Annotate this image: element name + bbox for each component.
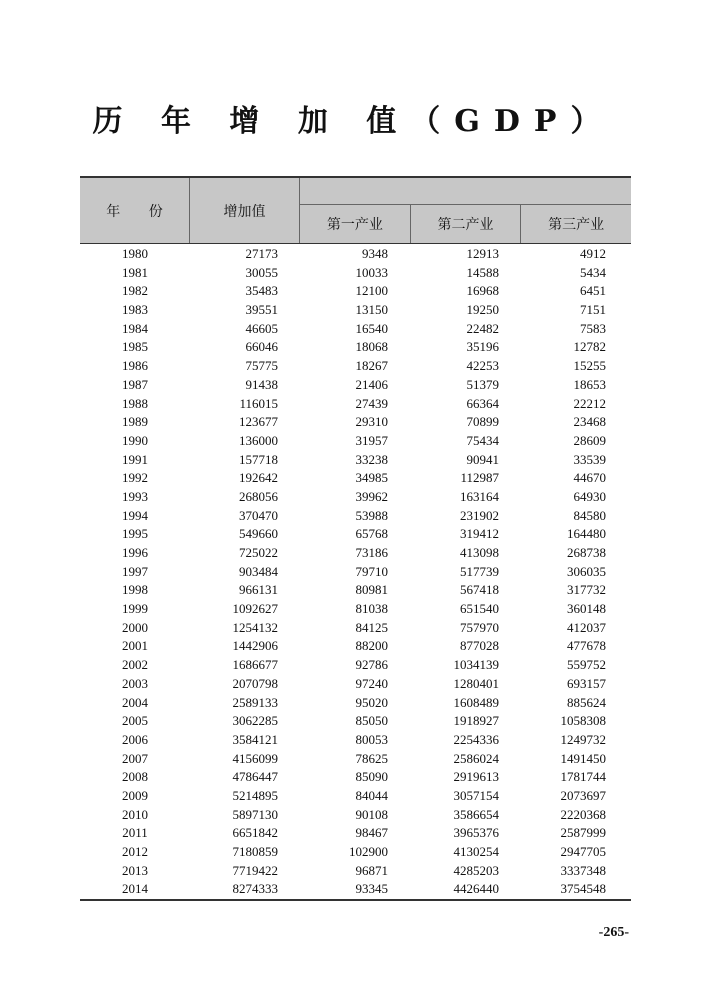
table-row	[80, 880, 631, 899]
cell-primary: 81038	[355, 601, 388, 617]
table-row	[80, 432, 631, 451]
cell-primary: 93345	[355, 881, 388, 897]
table-row	[80, 843, 631, 862]
cell-total: 903484	[239, 563, 278, 579]
cell-year: 1981	[122, 264, 148, 280]
cell-primary: 80981	[355, 582, 388, 598]
cell-secondary: 1034139	[453, 657, 499, 673]
cell-total: 136000	[239, 432, 278, 448]
cell-primary: 10033	[355, 264, 388, 280]
cell-primary: 13150	[355, 302, 388, 318]
cell-secondary: 3965376	[453, 825, 499, 841]
cell-total: 75775	[245, 358, 278, 374]
cell-primary: 85050	[355, 713, 388, 729]
cell-total: 1092627	[232, 601, 278, 617]
cell-tertiary: 885624	[567, 694, 606, 710]
table-row	[80, 712, 631, 731]
cell-primary: 27439	[355, 395, 388, 411]
cell-tertiary: 7583	[580, 320, 606, 336]
table-row	[80, 264, 631, 283]
table-header	[80, 176, 631, 244]
cell-secondary: 1608489	[453, 694, 499, 710]
table-row	[80, 469, 631, 488]
cell-tertiary: 1781744	[560, 769, 606, 785]
cell-secondary: 35196	[466, 339, 499, 355]
cell-year: 2003	[122, 675, 148, 691]
cell-total: 35483	[245, 283, 278, 299]
cell-primary: 12100	[355, 283, 388, 299]
header-secondary: 第二产业	[410, 205, 521, 243]
cell-secondary: 90941	[466, 451, 499, 467]
table-row	[80, 488, 631, 507]
cell-total: 192642	[239, 470, 278, 486]
table-row	[80, 376, 631, 395]
cell-tertiary: 4912	[580, 246, 606, 261]
cell-tertiary: 23468	[573, 414, 606, 430]
cell-total: 268056	[239, 488, 278, 504]
cell-total: 1254132	[232, 619, 278, 635]
cell-secondary: 4426440	[453, 881, 499, 897]
table-row	[80, 245, 631, 264]
header-primary: 第一产业	[326, 217, 383, 233]
cell-total: 123677	[239, 414, 278, 430]
cell-secondary: 231902	[460, 507, 499, 523]
table-row	[80, 787, 631, 806]
cell-year: 2010	[122, 806, 148, 822]
cell-secondary: 1918927	[453, 713, 499, 729]
cell-secondary: 517739	[460, 563, 499, 579]
cell-year: 2006	[122, 731, 148, 747]
cell-year: 2009	[122, 787, 148, 803]
cell-total: 2070798	[232, 675, 278, 691]
cell-year: 1998	[122, 582, 148, 598]
cell-tertiary: 306035	[567, 563, 606, 579]
cell-year: 2008	[122, 769, 148, 785]
table-row	[80, 301, 631, 320]
table-row	[80, 600, 631, 619]
cell-primary: 16540	[355, 320, 388, 336]
cell-tertiary: 5434	[580, 264, 606, 280]
cell-primary: 34985	[355, 470, 388, 486]
cell-secondary: 3586654	[453, 806, 499, 822]
cell-year: 1992	[122, 470, 148, 486]
table-row	[80, 525, 631, 544]
cell-total: 5214895	[232, 787, 278, 803]
cell-year: 2007	[122, 750, 148, 766]
table-row	[80, 357, 631, 376]
cell-year: 1982	[122, 283, 148, 299]
cell-secondary: 14588	[466, 264, 499, 280]
cell-primary: 18068	[355, 339, 388, 355]
cell-primary: 29310	[355, 414, 388, 430]
cell-total: 7719422	[232, 862, 278, 878]
cell-tertiary: 33539	[573, 451, 606, 467]
cell-tertiary: 1249732	[560, 731, 606, 747]
table-row	[80, 563, 631, 582]
cell-primary: 84044	[355, 787, 388, 803]
cell-total: 7180859	[232, 844, 278, 859]
cell-primary: 90108	[355, 806, 388, 822]
table-row	[80, 750, 631, 769]
cell-secondary: 877028	[460, 638, 499, 654]
cell-primary: 80053	[355, 731, 388, 747]
cell-tertiary: 22212	[573, 395, 606, 411]
cell-year: 1986	[122, 358, 148, 374]
table-row	[80, 694, 631, 713]
table-row	[80, 581, 631, 600]
cell-primary: 92786	[355, 657, 388, 673]
cell-year: 1996	[122, 545, 148, 560]
cell-secondary: 75434	[466, 432, 499, 448]
cell-primary: 9348	[362, 246, 388, 261]
cell-primary: 31957	[355, 432, 388, 448]
cell-tertiary: 28609	[573, 432, 606, 448]
cell-total: 46605	[245, 320, 278, 336]
page-number: -265-	[598, 925, 629, 940]
cell-year: 2002	[122, 657, 148, 673]
table-row	[80, 395, 631, 414]
cell-primary: 85090	[355, 769, 388, 785]
cell-secondary: 2254336	[453, 731, 499, 747]
cell-primary: 18267	[355, 358, 388, 374]
cell-year: 1988	[122, 395, 148, 411]
cell-year: 1993	[122, 488, 148, 504]
cell-primary: 78625	[355, 750, 388, 766]
cell-primary: 88200	[355, 638, 388, 654]
cell-tertiary: 2587999	[560, 825, 606, 841]
cell-year: 2014	[122, 881, 148, 897]
cell-tertiary: 44670	[573, 470, 606, 486]
cell-tertiary: 7151	[580, 302, 606, 318]
cell-total: 1686677	[232, 657, 278, 673]
cell-secondary: 12913	[466, 246, 499, 261]
cell-year: 1983	[122, 302, 148, 318]
cell-tertiary: 268738	[567, 545, 606, 560]
table-row	[80, 320, 631, 339]
cell-secondary: 70899	[466, 414, 499, 430]
cell-year: 2000	[122, 619, 148, 635]
cell-secondary: 651540	[460, 601, 499, 617]
cell-total: 66046	[245, 339, 278, 355]
cell-primary: 96871	[355, 862, 388, 878]
cell-year: 1994	[122, 507, 148, 523]
gdp-table	[80, 176, 631, 901]
cell-tertiary: 1491450	[560, 750, 606, 766]
cell-year: 1995	[122, 526, 148, 542]
cell-secondary: 2919613	[453, 769, 499, 785]
cell-year: 1990	[122, 432, 148, 448]
cell-primary: 95020	[355, 694, 388, 710]
cell-year: 2001	[122, 638, 148, 654]
cell-secondary: 1280401	[453, 675, 499, 691]
cell-primary: 39962	[355, 488, 388, 504]
cell-primary: 33238	[355, 451, 388, 467]
cell-tertiary: 1058308	[560, 713, 606, 729]
cell-tertiary: 559752	[567, 657, 606, 673]
cell-secondary: 112987	[460, 470, 499, 486]
cell-total: 1442906	[232, 638, 278, 654]
cell-secondary: 19250	[466, 302, 499, 318]
table-row	[80, 451, 631, 470]
cell-total: 30055	[245, 264, 278, 280]
table-row	[80, 862, 631, 881]
header-year: 年 份	[80, 178, 190, 243]
header-total: 增加值	[190, 178, 300, 243]
cell-year: 1991	[122, 451, 148, 467]
cell-year: 1980	[122, 246, 148, 261]
cell-tertiary: 360148	[567, 601, 606, 617]
table-row	[80, 824, 631, 843]
cell-total: 91438	[245, 376, 278, 392]
cell-year: 1985	[122, 339, 148, 355]
cell-year: 2013	[122, 862, 148, 878]
cell-tertiary: 3337348	[560, 862, 606, 878]
cell-secondary: 2586024	[453, 750, 499, 766]
cell-secondary: 163164	[460, 488, 499, 504]
cell-total: 4156099	[232, 750, 278, 766]
cell-tertiary: 164480	[567, 526, 606, 542]
cell-tertiary: 412037	[567, 619, 606, 635]
cell-primary: 73186	[355, 545, 388, 560]
cell-secondary: 319412	[460, 526, 499, 542]
table-row	[80, 806, 631, 825]
cell-tertiary: 2947705	[560, 844, 606, 859]
cell-total: 3584121	[232, 731, 278, 747]
table-row	[80, 507, 631, 526]
cell-total: 2589133	[232, 694, 278, 710]
cell-primary: 21406	[355, 376, 388, 392]
cell-secondary: 66364	[466, 395, 499, 411]
cell-tertiary: 12782	[573, 339, 606, 355]
cell-total: 4786447	[232, 769, 278, 785]
cell-total: 157718	[239, 451, 278, 467]
cell-secondary: 567418	[460, 582, 499, 598]
page-title: 历 年 增 加 值（GDP）	[92, 104, 615, 139]
cell-tertiary: 2220368	[560, 806, 606, 822]
cell-total: 116015	[239, 395, 278, 411]
table-row	[80, 731, 631, 750]
header-industries	[300, 204, 631, 243]
cell-tertiary: 693157	[567, 675, 606, 691]
cell-tertiary: 477678	[567, 638, 606, 654]
cell-primary: 102900	[349, 844, 388, 859]
table-row	[80, 768, 631, 787]
cell-year: 2012	[122, 844, 148, 859]
table-row	[80, 656, 631, 675]
table-row	[80, 413, 631, 432]
cell-secondary: 51379	[466, 376, 499, 392]
cell-secondary: 22482	[466, 320, 499, 336]
cell-secondary: 4130254	[453, 844, 499, 859]
cell-primary: 84125	[355, 619, 388, 635]
table-row	[80, 282, 631, 301]
cell-secondary: 16968	[466, 283, 499, 299]
cell-secondary: 757970	[460, 619, 499, 635]
cell-tertiary: 6451	[580, 283, 606, 299]
cell-year: 1987	[122, 376, 148, 392]
cell-primary: 53988	[355, 507, 388, 523]
cell-tertiary: 3754548	[560, 881, 606, 897]
cell-tertiary: 84580	[573, 507, 606, 523]
cell-total: 549660	[239, 526, 278, 542]
cell-year: 2005	[122, 713, 148, 729]
table-row	[80, 637, 631, 656]
cell-secondary: 3057154	[453, 787, 499, 803]
cell-secondary: 4285203	[453, 862, 499, 878]
cell-tertiary: 15255	[573, 358, 606, 374]
cell-year: 2004	[122, 694, 148, 710]
cell-total: 966131	[239, 582, 278, 598]
cell-secondary: 413098	[460, 545, 499, 560]
cell-total: 5897130	[232, 806, 278, 822]
cell-total: 725022	[239, 545, 278, 560]
header-tertiary: 第三产业	[520, 205, 631, 243]
cell-tertiary: 317732	[567, 582, 606, 598]
cell-primary: 65768	[355, 526, 388, 542]
cell-total: 8274333	[232, 881, 278, 897]
cell-tertiary: 2073697	[560, 787, 606, 803]
cell-total: 6651842	[232, 825, 278, 841]
cell-tertiary: 18653	[573, 376, 606, 392]
cell-total: 3062285	[232, 713, 278, 729]
cell-total: 39551	[245, 302, 278, 318]
cell-primary: 97240	[355, 675, 388, 691]
cell-primary: 98467	[355, 825, 388, 841]
cell-total: 27173	[245, 246, 278, 261]
table-row	[80, 619, 631, 638]
cell-year: 1997	[122, 563, 148, 579]
cell-year: 1989	[122, 414, 148, 430]
cell-total: 370470	[239, 507, 278, 523]
cell-year: 2011	[122, 825, 148, 841]
table-row	[80, 675, 631, 694]
cell-primary: 79710	[355, 563, 388, 579]
table-body	[80, 244, 631, 901]
table-row	[80, 544, 631, 563]
table-row	[80, 338, 631, 357]
cell-year: 1999	[122, 601, 148, 617]
cell-secondary: 42253	[466, 358, 499, 374]
cell-year: 1984	[122, 320, 148, 336]
cell-tertiary: 64930	[573, 488, 606, 504]
